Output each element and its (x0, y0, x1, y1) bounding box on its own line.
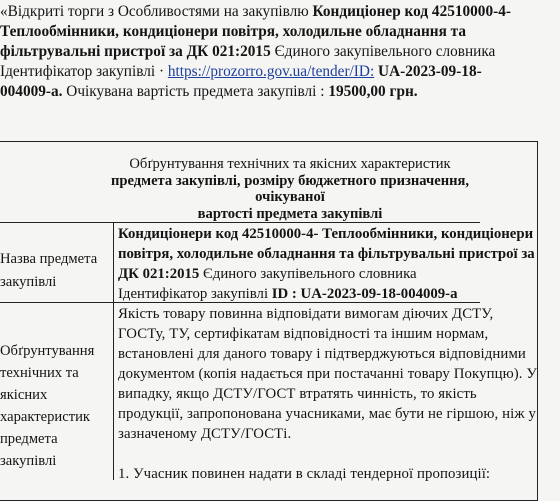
intro-text: Теплообмінники, кондиціонери повітря, холодильне обладнання та (0, 23, 467, 40)
section-heading (95, 156, 485, 222)
row-label-justification (0, 340, 94, 472)
intro-text: «Відкриті торги з Особливостями на закупівлю (0, 3, 313, 20)
section-heading-line-3: вартості предмета закупівлі (197, 205, 383, 222)
intro-line (0, 2, 560, 22)
justification-line (118, 444, 538, 464)
subject-line (118, 264, 538, 284)
subject-text: Єдиного закупівельного словника (203, 266, 417, 282)
row-label-line: Обґрунтування (0, 343, 95, 359)
subject-line (118, 224, 538, 244)
justification-line: встановлені для даного товару і підтверджуються відповідними (118, 346, 526, 362)
row-label-line: Назва предмета (0, 251, 98, 267)
row-value-subject (118, 224, 538, 304)
subject-text: ID : UA-2023-09-18-004009-а (271, 286, 458, 302)
prozorro-link[interactable]: https://prozorro.gov.ua/tender/ID: (167, 63, 375, 80)
row-value-justification (118, 304, 538, 484)
row-label-line: якісних (0, 387, 48, 403)
subject-line (118, 244, 538, 264)
intro-text: 19500,00 грн. (328, 83, 418, 100)
intro-line (0, 62, 560, 82)
intro-paragraph (0, 2, 560, 102)
subject-line (118, 284, 538, 304)
justification-line: ГОСТу, ТУ, сертифікатам відповідності та іншим нормам, (118, 326, 489, 342)
justification-line: 1. Учасник повинен надати в складі тендерної пропозиції: (118, 466, 491, 482)
row-label-subject (0, 248, 97, 294)
intro-line (0, 42, 560, 62)
intro-text: UA-2023-09-18- (374, 63, 482, 80)
intro-text: 004009-а. (0, 83, 67, 100)
intro-text: Кондиціонер код 42510000-4- (312, 3, 511, 20)
table-column-divider (113, 222, 114, 480)
subject-text: Кондиціонери код 42510000-4- Теплообмінники, кондиціонери (118, 226, 534, 242)
intro-text: Очікувана вартість предмета закупівлі : (66, 83, 329, 100)
subject-text: повітря, холодильне обладнання та фільтрувальні пристрої за (118, 246, 535, 262)
intro-text: Єдиного закупівельного словника (274, 43, 496, 60)
intro-line (0, 22, 560, 42)
subject-text: Ідентифікатор закупівлі (118, 286, 272, 302)
justification-line: Якість товару повинна відповідати вимогам діючих ДСТУ, (118, 306, 494, 322)
intro-text: Ідентифікатор закупівлі · (0, 63, 168, 80)
row-label-line: характеристик (0, 409, 90, 425)
justification-line: зазначеному ДСТУ/ГОСТі. (118, 426, 292, 442)
section-heading-line-1: Обґрунтування технічних та якісних характеристик (129, 156, 451, 172)
intro-line (0, 82, 560, 102)
justification-line: випадку, якщо ДСТУ/ГОСТ втратять чинність, то якість (118, 386, 477, 402)
table-rule-top (0, 222, 480, 223)
section-heading-line-2: предмета закупівлі, розміру бюджетного призначення, очікуваної (110, 172, 470, 205)
subject-text: ДК 021:2015 (118, 266, 204, 282)
row-label-line: технічних та (0, 365, 79, 381)
justification-line: продукції, запропонована учасниками, має бути не гіршою, ніж у (118, 406, 536, 422)
row-label-line: предмета (0, 431, 58, 447)
intro-text: фільтрувальні пристрої за ДК 021:2015 (0, 43, 275, 60)
row-label-line: закупівлі (0, 274, 57, 290)
row-label-line: закупівлі (0, 453, 57, 469)
justification-line: документом (копія надається при постачанні товару Покупцю). У (118, 366, 537, 382)
